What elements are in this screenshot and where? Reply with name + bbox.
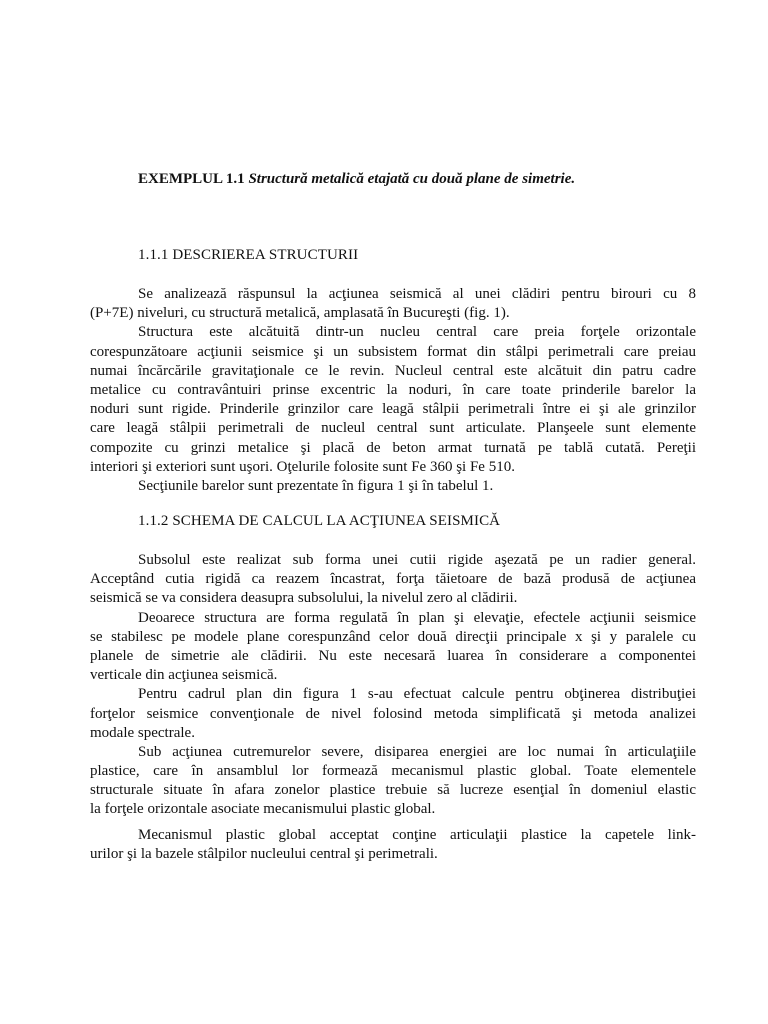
section-body-schema-a xyxy=(90,551,696,820)
section-body-descrierea xyxy=(90,285,696,496)
section-heading-schema: 1.1.2 SCHEMA DE CALCUL LA ACŢIUNEA SEISMICĂ xyxy=(138,513,501,529)
paragraph-line: Deoarece structura are forma regulată în plan şi elevaţie, efectele acţiunii seismice xyxy=(138,609,696,626)
paragraph-line: Mecanismul plastic global acceptat conţine articulaţii plastice la capetele link- xyxy=(138,827,696,843)
paragraph-line: Se analizează răspunsul la acţiunea seismică al unei clădiri pentru birouri cu 8 xyxy=(138,286,696,302)
paragraph-line: planele de simetrie ale clădirii. Nu este necesară luarea în considerare a componentei xyxy=(90,647,696,664)
paragraph-line: se stabilesc pe modele plane corespunzând celor două direcţii principale x şi y paralele cu xyxy=(90,628,696,645)
paragraph-line: compozite cu grinzi metalice şi placă de beton armat turnată pe tablă cutată. Pereţii xyxy=(90,439,696,456)
paragraph-line: structurale situate în afara zonelor plastice trebuie să lucreze esenţial în domeniul elastic xyxy=(90,782,696,799)
paragraph-line: (P+7E) niveluri, cu structură metalică, amplasată în Bucureşti (fig. 1). xyxy=(90,305,510,322)
example-heading xyxy=(138,171,575,188)
paragraph-line: Subsolul este realizat sub forma unei cutii rigide aşezată pe un radier general. xyxy=(138,552,696,568)
paragraph-line: Structura este alcătuită dintr-un nucleu central care preia forţele orizontale xyxy=(138,324,696,341)
paragraph-line: metalice cu contravântuiri prinse excentric la noduri, în care toate prinderile barelor la xyxy=(90,381,696,398)
section-heading-descrierea: 1.1.1 DESCRIEREA STRUCTURII xyxy=(138,247,359,263)
paragraph-line: interiori şi exteriori sunt uşori. Oţelurile folosite sunt Fe 360 şi Fe 510. xyxy=(90,458,515,475)
paragraph-line: modale spectrale. xyxy=(90,724,195,741)
paragraph-line: urilor şi la bazele stâlpilor nucleului central şi perimetrali. xyxy=(90,846,438,863)
example-number: EXEMPLUL 1.1 xyxy=(138,171,245,187)
paragraph-line: la forţele orizontale asociate mecanismului plastic global. xyxy=(90,801,436,818)
paragraph-line: Acceptând cutia rigidă ca reazem încastrat, forţa tăietoare de bază produsă de acţiunea xyxy=(90,571,696,588)
section-body-schema-b xyxy=(90,826,696,864)
paragraph-line: corespunzătoare acţiunii seismice şi un subsistem format din stâlpi perimetrali care preiau xyxy=(90,343,696,360)
paragraph-line: forţelor seismice convenţionale de nivel folosind metoda simplificată şi metoda analizei xyxy=(90,705,696,722)
paragraph-line: noduri sunt rigide. Prinderile grinzilor care leagă stâlpii perimetrali între ei şi ale grinzilor xyxy=(90,401,696,418)
paragraph-line: Pentru cadrul plan din figura 1 s-au efectuat calcule pentru obţinerea distribuţiei xyxy=(138,686,696,703)
example-title: Structură metalică etajată cu două plane de simetrie. xyxy=(248,171,576,187)
paragraph-line: care leagă stâlpii perimetrali de nucleul central sunt articulate. Planşeele sunt elemente xyxy=(90,420,696,437)
paragraph-line: numai încărcările gravitaţionale ce le revin. Nucleul central este alcătuit din patru cadre xyxy=(90,362,696,379)
paragraph-line: plastice, care în ansamblul lor formează mecanismul plastic global. Toate elementele xyxy=(90,763,696,780)
paragraph-line: seismică se va considera deasupra subsolului, la nivelul zero al clădirii. xyxy=(90,590,518,607)
paragraph-line: Secţiunile barelor sunt prezentate în figura 1 şi în tabelul 1. xyxy=(138,477,494,494)
paragraph-line: Sub acţiunea cutremurelor severe, disiparea energiei are loc numai în articulaţiile xyxy=(138,743,696,760)
paragraph-line: verticale din acţiunea seismică. xyxy=(90,667,278,684)
